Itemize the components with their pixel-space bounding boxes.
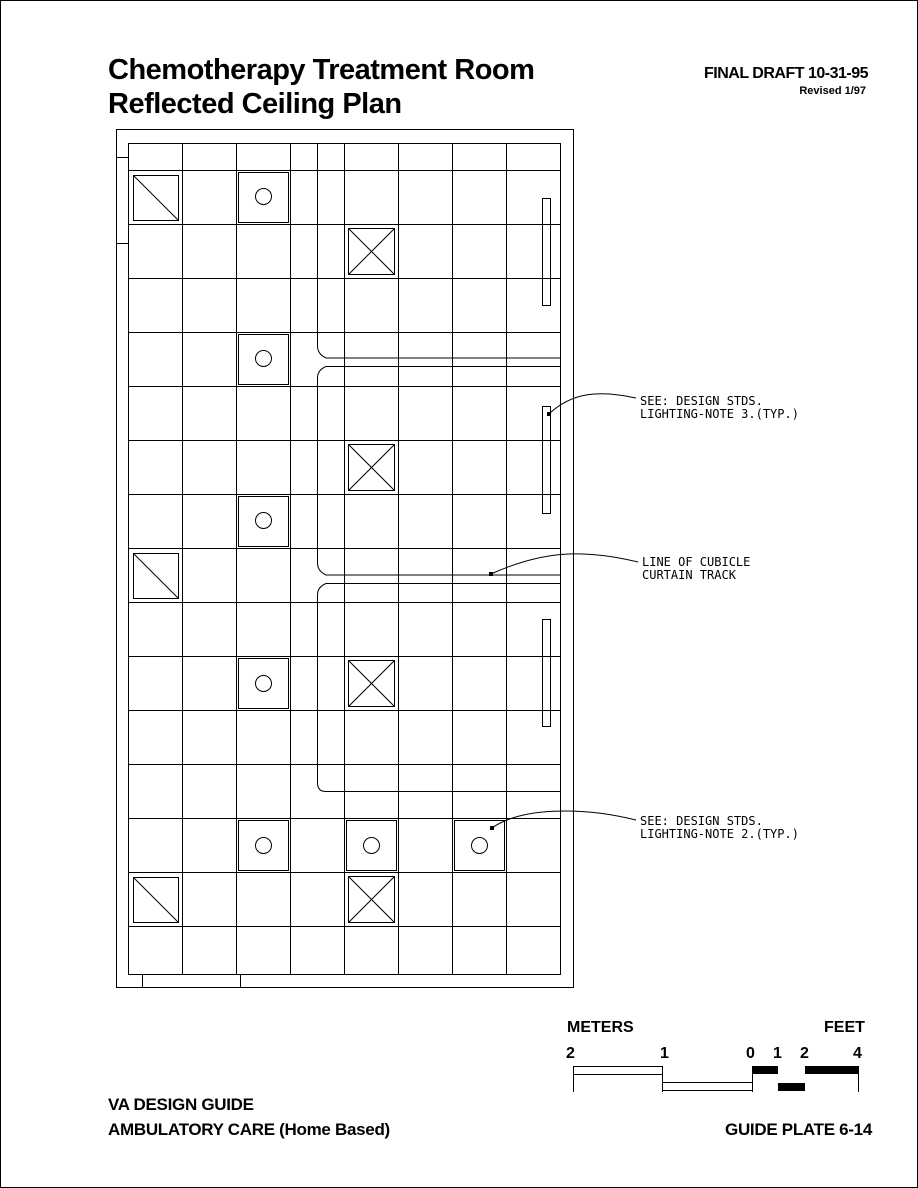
- scale-tick-m1: 1: [660, 1045, 669, 1062]
- note-lighting-3-line2: LIGHTING-NOTE 3.(TYP.): [640, 407, 799, 421]
- revised-date: Revised 1/97: [799, 85, 866, 97]
- downlight-fixture: [239, 173, 289, 223]
- scale-tick-f1: 1: [773, 1045, 782, 1062]
- scale-tick-f2: 2: [800, 1045, 809, 1062]
- scale-tick-zero: 0: [746, 1045, 755, 1062]
- note-lighting-3-line1: SEE: DESIGN STDS.: [640, 394, 763, 408]
- supply-diffuser: [349, 877, 395, 923]
- leader-dot: [489, 572, 493, 576]
- return-grille: [134, 878, 179, 923]
- door-jamb-left: [117, 158, 129, 244]
- title-line-2: Reflected Ceiling Plan: [108, 88, 402, 120]
- ceiling-grid-verticals: [183, 144, 507, 975]
- scale-meters-label: METERS: [567, 1019, 634, 1036]
- leader-dot: [547, 412, 551, 416]
- wall-light-strip-1: [543, 199, 551, 306]
- downlight-fixture: [239, 497, 289, 547]
- downlight-fixture: [239, 335, 289, 385]
- supply-diffuser: [349, 661, 395, 707]
- draft-date: FINAL DRAFT 10-31-95: [704, 65, 868, 82]
- scale-tick-m2: 2: [566, 1045, 575, 1062]
- footer-subtitle: AMBULATORY CARE (Home Based): [108, 1120, 390, 1139]
- graphic-scale: [566, 1019, 865, 1092]
- wall-light-strip-2: [543, 407, 551, 514]
- guide-plate-number: GUIDE PLATE 6-14: [725, 1120, 872, 1139]
- leader-curtain-track: [491, 554, 638, 574]
- scale-tick-f4: 4: [853, 1045, 862, 1062]
- leader-lighting-note-3: [549, 394, 636, 414]
- door-jamb-bottom: [143, 975, 241, 988]
- return-grille: [134, 554, 179, 599]
- scale-feet-label: FEET: [824, 1019, 865, 1036]
- downlight-fixture: [347, 821, 397, 871]
- cubicle-curtain-track: [318, 144, 561, 792]
- return-grille: [134, 176, 179, 221]
- supply-diffuser: [349, 445, 395, 491]
- leader-lighting-note-2: [492, 811, 636, 828]
- note-lighting-2-line2: LIGHTING-NOTE 2.(TYP.): [640, 827, 799, 841]
- downlight-fixture: [455, 821, 505, 871]
- note-curtain-line1: LINE OF CUBICLE: [642, 555, 751, 569]
- supply-diffuser: [349, 229, 395, 275]
- downlight-fixture: [239, 821, 289, 871]
- title-line-1: Chemotherapy Treatment Room: [108, 54, 535, 86]
- footer-org: VA DESIGN GUIDE: [108, 1095, 254, 1114]
- note-curtain-line2: CURTAIN TRACK: [642, 568, 736, 582]
- note-lighting-2-line1: SEE: DESIGN STDS.: [640, 814, 763, 828]
- downlight-fixture: [239, 659, 289, 709]
- leader-dot: [490, 826, 494, 830]
